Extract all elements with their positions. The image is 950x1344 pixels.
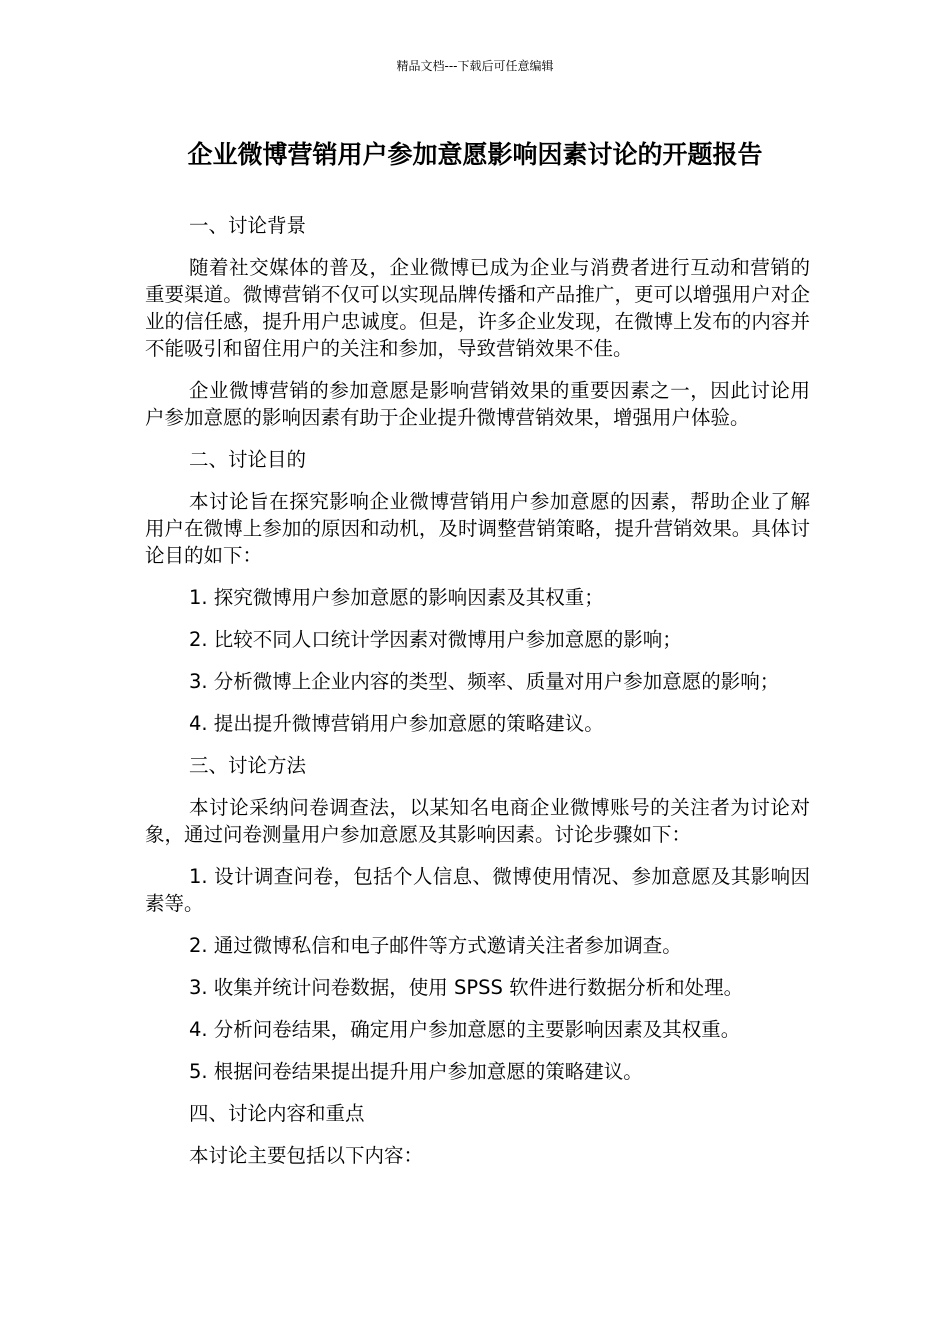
paragraph-background-1: 随着社交媒体的普及，企业微博已成为企业与消费者进行互动和营销的重要渠道。微博营销不仅可以实现品牌传播和产品推广，更可以增强用户对企业的信任感，提升用户忠诚度。但是，许多企业发现，在微博上发布的内容并不能吸引和留住用户的关注和参加，导致营销效果不佳。 — [145, 256, 810, 360]
paragraph-content-intro: 本讨论主要包括以下内容： — [189, 1144, 424, 1167]
list-item-method-4: 4. 分析问卷结果，确定用户参加意愿的主要影响因素及其权重。 — [189, 1018, 741, 1041]
list-item-method-3: 3. 收集并统计问卷数据，使用 SPSS 软件进行数据分析和处理。 — [189, 976, 744, 999]
document-body — [145, 212, 810, 1184]
list-item-purpose-4: 4. 提出提升微博营销用户参加意愿的策略建议。 — [189, 712, 604, 735]
page-title: 企业微博营销用户参加意愿影响因素讨论的开题报告 — [187, 140, 763, 169]
list-item-purpose-3: 3. 分析微博上企业内容的类型、频率、质量对用户参加意愿的影响； — [189, 670, 780, 693]
section-heading-content: 四、讨论内容和重点 — [189, 1102, 365, 1125]
section-heading-background: 一、讨论背景 — [189, 214, 307, 237]
list-item-method-1: 1. 设计调查问卷，包括个人信息、微博使用情况、参加意愿及其影响因素等。 — [145, 865, 810, 915]
section-heading-purpose: 二、讨论目的 — [189, 448, 307, 471]
list-item-purpose-1: 1. 探究微博用户参加意愿的影响因素及其权重； — [189, 586, 604, 609]
paragraph-method-intro: 本讨论采纳问卷调查法，以某知名电商企业微博账号的关注者为讨论对象，通过问卷测量用户参加意愿及其影响因素。讨论步骤如下： — [145, 796, 810, 846]
list-item-method-5: 5. 根据问卷结果提出提升用户参加意愿的策略建议。 — [189, 1060, 643, 1083]
list-item-purpose-2: 2. 比较不同人口统计学因素对微博用户参加意愿的影响； — [189, 628, 682, 651]
paragraph-background-2: 企业微博营销的参加意愿是影响营销效果的重要因素之一，因此讨论用户参加意愿的影响因素有助于企业提升微博营销效果，增强用户体验。 — [145, 379, 810, 429]
paragraph-purpose-intro: 本讨论旨在探究影响企业微博营销用户参加意愿的因素，帮助企业了解用户在微博上参加的原因和动机，及时调整营销策略，提升营销效果。具体讨论目的如下： — [145, 490, 810, 567]
list-item-method-2: 2. 通过微博私信和电子邮件等方式邀请关注者参加调查。 — [189, 934, 682, 957]
header-note: 精品文档---下载后可任意编辑 — [396, 59, 554, 73]
section-heading-method: 三、讨论方法 — [189, 754, 307, 777]
